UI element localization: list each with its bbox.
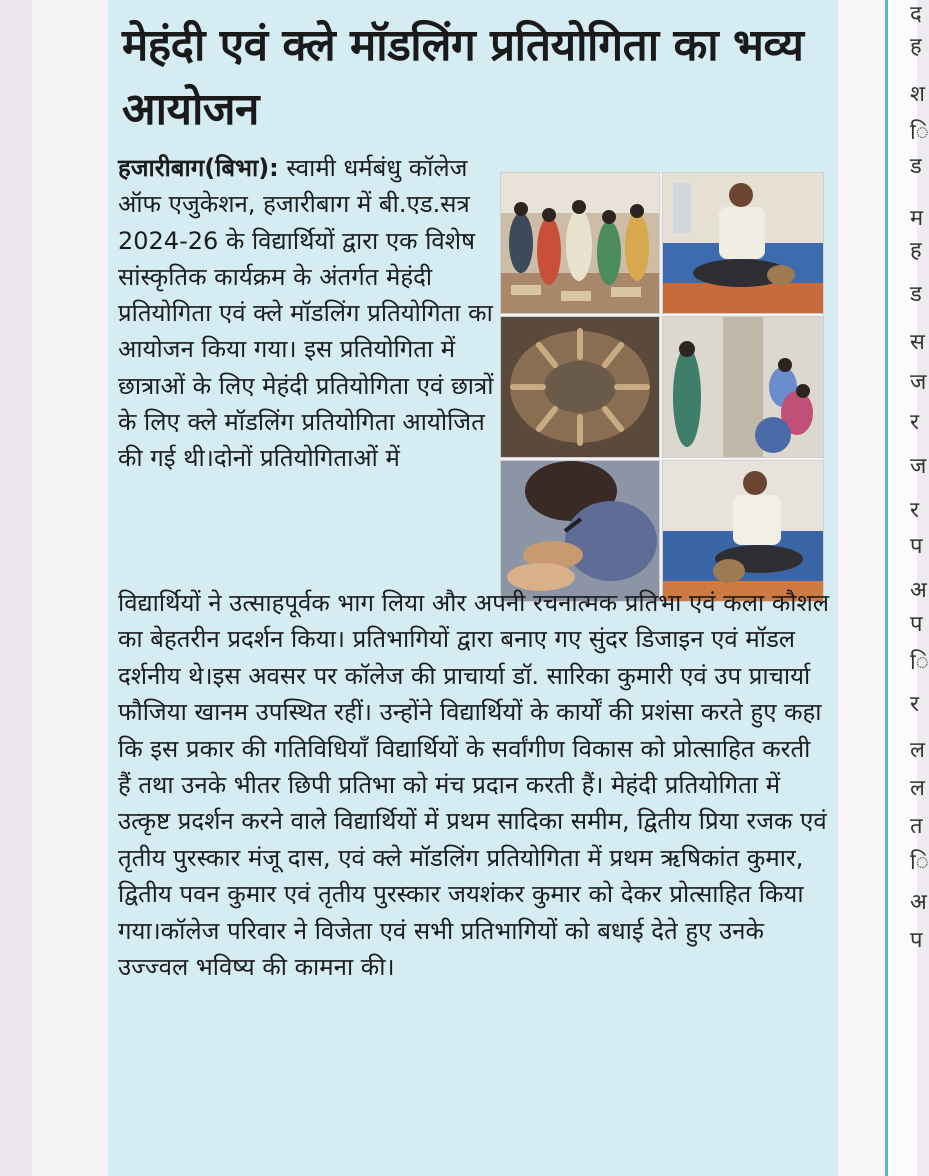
adjacent-fragment: त [910, 814, 923, 839]
adjacent-fragment: अ [910, 578, 927, 603]
adjacent-fragment: र [910, 410, 919, 435]
adjacent-fragment: ज [910, 454, 927, 479]
left-gutter [32, 0, 108, 1176]
adjacent-fragment: र [910, 498, 919, 523]
adjacent-fragment: ि [910, 650, 929, 675]
photo-collage [500, 172, 822, 600]
adjacent-column-fragment [888, 0, 929, 1176]
photo-student-clay-model-2 [662, 460, 824, 602]
adjacent-fragment: द [910, 2, 922, 27]
photo-mehndi-row [662, 316, 824, 458]
adjacent-fragment: प [910, 612, 923, 637]
photo-clay-models-circle [500, 316, 660, 458]
adjacent-fragment: ि [910, 850, 929, 875]
article-headline: मेहंदी एवं क्ले मॉडलिंग प्रतियोगिता का भव्य आयोजन [122, 20, 804, 135]
article-paragraph-full: विद्यार्थियों ने उत्साहपूर्वक भाग लिया और अपनी रचनात्मक प्रतिभा एवं कला कौशल का बेहतरीन प्रदर्शन किया। प्रतिभागियों द्वारा बनाए गए सुंदर डिजाइन एवं मॉडल दर्शनीय थे।इस अवसर पर कॉलेज की प्राचार्या डॉ. सारिका कुमारी एवं उप प्राचार्या फौजिया खानम उपस्थित रहीं। उन्होंने विद्यार्थियों के कार्यों की प्रशंसा करते हुए कहा कि इस प्रकार की गतिविधियाँ विद्यार्थियों के सर्वांगीण विकास को प्रोत्साहित करती हैं तथा उनके भीतर छिपी प्रतिभा को मंच प्रदान करती हैं। मेहंदी प्रतियोगिता में उत्कृष्ट प्रदर्शन करने वाले विद्यार्थियों में प्रथम सादिका समीम, द्वितीय प्रिया रजक एवं तृतीय पुरस्कार मंजू दास, एवं क्ले मॉडलिंग प्रतियोगिता में प्रथम ऋषिकांत कुमार, द्वितीय पवन कुमार एवं तृतीय पुरस्कार जयशंकर कुमार को देकर प्रोत्साहित किया गया।कॉलेज परिवार ने विजेता एवं सभी प्रतिभागियों को बधाई देते हुए उनके उज्ज्वल भविष्य की कामना की। [118, 589, 830, 982]
adjacent-fragment: स [910, 330, 925, 355]
adjacent-fragment: ज [910, 370, 927, 395]
adjacent-fragment: ड [910, 282, 922, 307]
article-paragraph-wrapped: स्वामी धर्मबंधु कॉलेज ऑफ एजुकेशन, हजारीबाग में बी.एड.सत्र 2024-26 के विद्यार्थियों द्वारा एक विशेष सांस्कृतिक कार्यक्रम के अंतर्गत मेहंदी प्रतियोगिता एवं क्ले मॉडलिंग प्रतियोगिता का आयोजन किया गया। इस प्रतियोगिता में छात्राओं के लिए मेहंदी प्रतियोगिता एवं छात्रों के लिए क्ले मॉडलिंग प्रतियोगिता आयोजित की गई थी।दोनों प्रतियोगिताओं में [118, 154, 494, 473]
adjacent-fragment: प [910, 928, 923, 953]
adjacent-fragment: ल [910, 776, 925, 801]
adjacent-fragment: ड [910, 154, 922, 179]
adjacent-fragment: म [910, 206, 924, 231]
photo-student-clay-modeling [662, 172, 824, 314]
photo-group-students [500, 172, 660, 314]
adjacent-fragment: ल [910, 738, 925, 763]
adjacent-fragment: प [910, 534, 923, 559]
adjacent-fragment: र [910, 692, 919, 717]
adjacent-fragment: ह [910, 238, 922, 263]
adjacent-fragment: ह [910, 34, 922, 59]
adjacent-fragment: ि [910, 120, 929, 145]
article-body-wrapped [118, 150, 496, 477]
left-margin [0, 0, 32, 1176]
adjacent-fragment: अ [910, 890, 927, 915]
adjacent-fragment: श [910, 82, 925, 107]
article-dateline: हजारीबाग(बिभा): [118, 154, 279, 182]
photo-mehndi-application [500, 460, 660, 602]
column-gutter [838, 0, 886, 1176]
